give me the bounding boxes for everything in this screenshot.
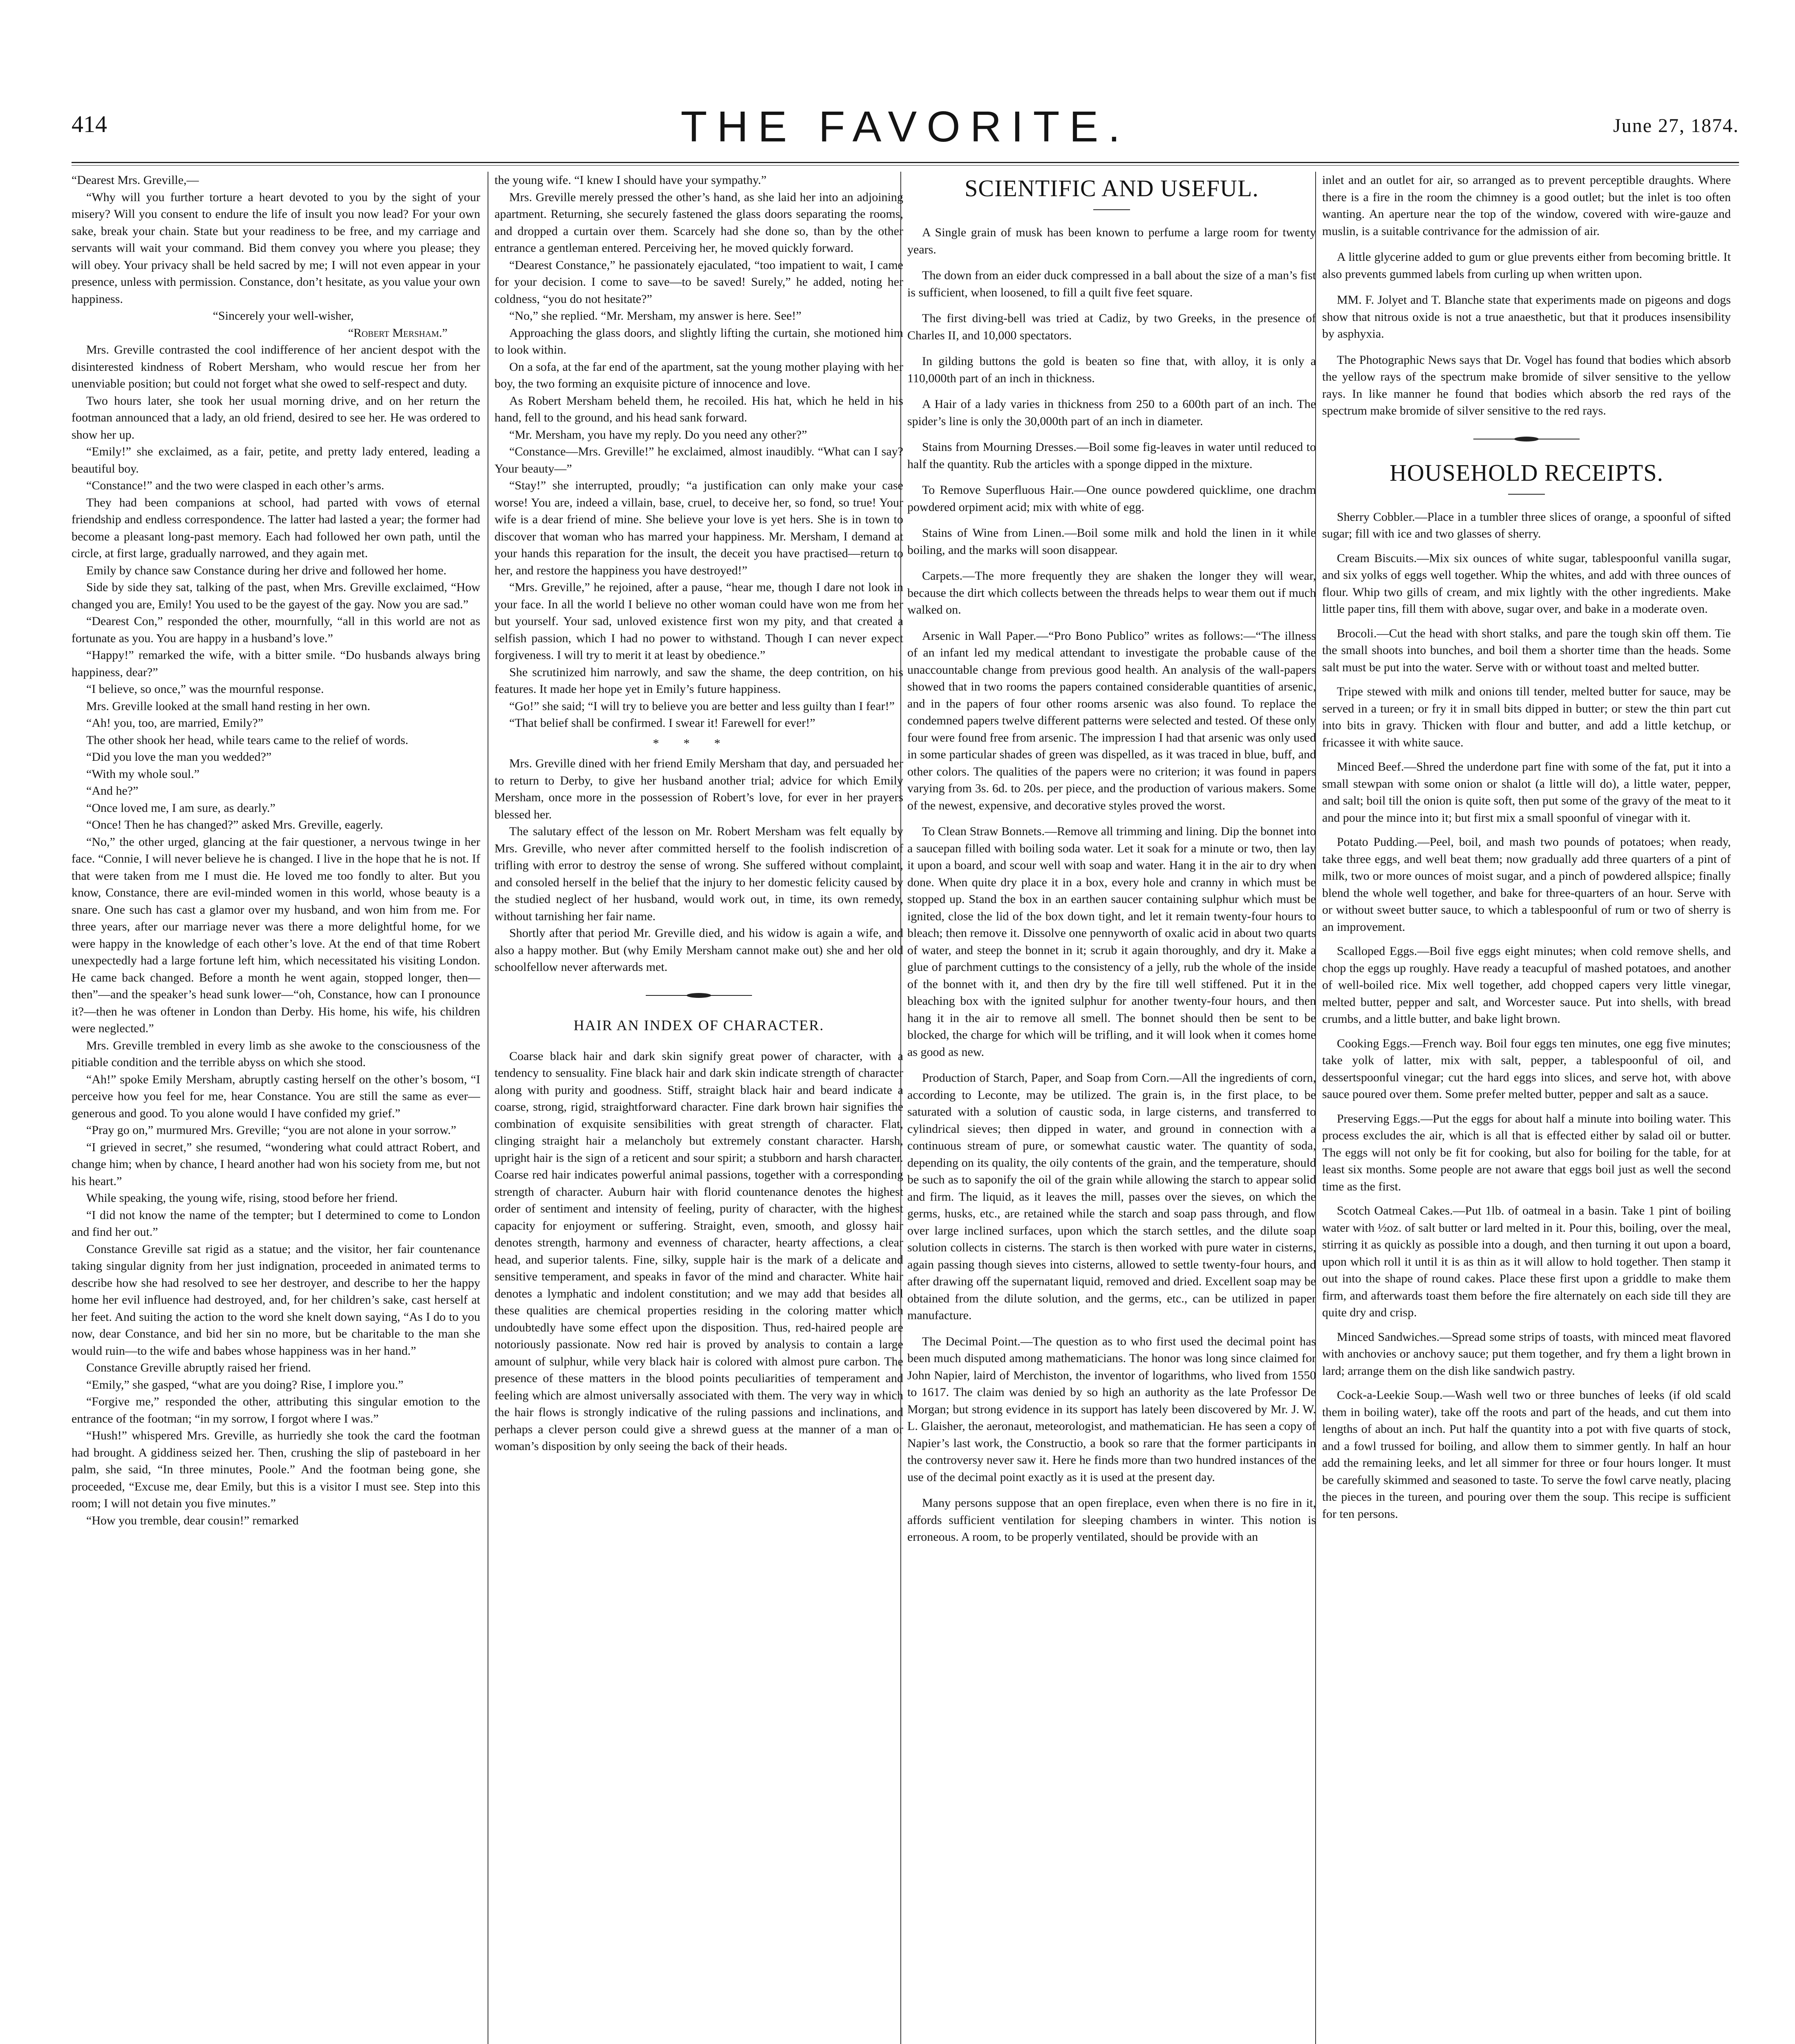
story-paragraph: “Constance—Mrs. Greville!” he exclaimed, almost inaudibly. “What can I say? Your beauty—” xyxy=(495,445,903,475)
science-item: The Photographic News says that Dr. Vogel has found that bodies which absorb the yellow rays of the spectrum make bromide of silver sensitive to the yellow rays. In like manner he found that bodies which absorb the red rays of the spectrum make bromide of silver sensitive to the red rays. xyxy=(1322,353,1731,417)
hair-article-paragraph: Coarse black hair and dark skin signify great power of character, with a tendency to sensuality. Fine black hair and dark skin indicate strength of character along with purity and goodness. Stiff, straight black hair and beard indicate a coarse, strong, rigid, straightforward character. Fine dark brown hair signifies the combination of exquisite sensibilities with great strength of character. Flat, clinging straight hair a melancholy but extremely constant character. Harsh, upright hair is the sign of a reticent and sour spirit; a stubborn and harsh character. Coarse red hair indicates powerful animal passions, together with a corresponding strength of character. Auburn hair with florid countenance denotes the highest order of sentiment and intensity of feeling, purity of character, with the highest capacity for enjoyment or suffering. Straight, even, smooth, and glossy hair denotes strength, harmony and evenness of character, hearty affections, a clear head, and superior talents. Fine, silky, supple hair is the mark of a delicate and sensitive temperament, and speaks in favor of the mind and character. White hair denotes a lymphatic and indolent constitution; and we may add that besides all these qualities are chemical properties residing in the coloring matter which undoubtedly have some effect upon the disposition. Thus, red-haired people are notoriously passionate. Now red hair is proved by analysis to contain a large amount of sulphur, while very black hair is colored with almost pure carbon. The presence of these matters in the blood points peculiarities of temperament and feeling which are almost universally associated with them. The very way in which the hair flows is strongly indicative of the ruling passions and inclinations, and perhaps a clever person could give a shrewd guess at the manner of a man or woman’s disposition by only seeing the back of their heads. xyxy=(495,1049,903,1453)
recipe-item: Minced Beef.—Shred the underdone part fine with some of the fat, put it into a small stewpan with some onion or shalot (a little will do), a little water, pepper, and salt; boil till the onion is quite soft, then put some of the gravy of the meat to it and pour the mince into it; but first mix a small spoonful of vinegar with it. xyxy=(1322,760,1731,825)
story-paragraph: “Happy!” remarked the wife, with a bitter smile. “Do husbands always bring happiness, dear?” xyxy=(72,648,480,679)
story-paragraph: They had been companions at school, had parted with vows of eternal friendship and endless correspondence. The latter had lasted a year; the former had become a pleasant long-past memory. Each had followed her own path, until the circle, at first large, gradually narrowed, and they again met. xyxy=(72,495,480,560)
recipe-item: Potato Pudding.—Peel, boil, and mash two pounds of potatoes; when ready, take three eggs, and well beat them; now gradually add three quarters of a pint of milk, two or more ounces of moist sugar, and a pinch of powdered allspice; finally blend the whole well together, and bake for three-quarters of an hour. Serve with or without sweet butter sauce, to which a tablespoonful of rum or two of sherry is an improvement. xyxy=(1322,835,1731,934)
science-item: Production of Starch, Paper, and Soap from Corn.—All the ingredients of corn, according to Leconte, may be utilized. The grain is, in the first place, to be saturated with a solution of caustic soda, in large cisterns, and transferred to cylindrical sieves; then dipped in water, and ground in connection with a continuous stream of pure, or somewhat caustic water. The quantity of soda, depending on its quality, the oily contents of the grain, and the temperature, should be such as to saponify the oil of the grain while allowing the starch to appear solid and firm. The liquid, as it leaves the mill, passes over the sieves, on which the germs, husks, etc., are retained while the starch and soap pass through, and flow over large inclined surfaces, upon which the starch settles, and the dilute soap solution collects in cisterns. The starch is then worked with pure water in cisterns, again passing though sieves into cisterns, allowed to settle twenty-four hours, and after drawing off the supernatant liquid, removed and dried. Excellent soap may be obtained from the dilute solution, and the germs, etc., can be utilized in paper manufacture. xyxy=(907,1071,1316,1322)
recipe-item: Tripe stewed with milk and onions till tender, melted butter for sauce, may be served in a tureen; or fry it in small bits dipped in butter; or stew the thin part cut into bits in gravy. Thicken with flour and butter, and add a little ketchup, or fricassee it with white sauce. xyxy=(1322,685,1731,749)
story-paragraph: “Go!” she said; “I will try to believe you are better and less guilty than I fear!” xyxy=(509,699,895,713)
story-paragraph: “Mr. Mersham, you have my reply. Do you need any other?” xyxy=(509,428,807,442)
ornament-divider xyxy=(1473,435,1580,443)
letter-closing: “Sincerely your well-wisher, xyxy=(213,309,354,323)
recipe-item: Cream Biscuits.—Mix six ounces of white sugar, tablespoonful vanilla sugar, and six yolks of eggs well together. Whip the whites, and add with three ounces of flour. Whip two gills of cream, and mix lightly with the other ingredients. Make little paper tins, fill them with above, sugar over, and bake in a moderate oven. xyxy=(1322,551,1731,616)
heading-rule xyxy=(1093,209,1130,210)
page-header xyxy=(72,102,1739,155)
story-paragraph: “I believe, so once,” was the mournful response. xyxy=(86,682,324,696)
story-paragraph: As Robert Mersham beheld them, he recoiled. His hat, which he held in his hand, fell to the ground, and his head sank forward. xyxy=(495,394,903,424)
story-paragraph: Mrs. Greville contrasted the cool indifference of her ancient despot with the disinterested kindness of Robert Mersham, who would rescue her from her unenviable position; but could not forget what she owed to self-respect and duty. xyxy=(72,343,480,390)
household-section-heading: HOUSEHOLD RECEIPTS. xyxy=(1390,459,1663,486)
science-item: inlet and an outlet for air, so arranged as to prevent perceptible draughts. Where there is a fire in the room the chimney is a good outlet; but the inlet is too often wanting. An aperture near the top of the window, covered with wire-gauze and muslin, is a suitable contrivance for the admission of air. xyxy=(1322,173,1731,238)
story-paragraph: “Constance!” and the two were clasped in each other’s arms. xyxy=(86,479,385,492)
story-paragraph: “Pray go on,” murmured Mrs. Greville; “you are not alone in your sorrow.” xyxy=(86,1123,457,1137)
hair-section-heading: HAIR AN INDEX OF CHARACTER. xyxy=(573,1017,824,1033)
scientific-section-heading: SCIENTIFIC AND USEFUL. xyxy=(965,175,1259,202)
story-paragraph: “Hush!” whispered Mrs. Greville, as hurriedly she took the card the footman had brought. A giddiness seized her. Then, crushing the slip of pasteboard in her palm, she said, “In three minutes, Poole.” And the footman being gone, she proceeded, “Excuse me, dear Emily, but this is a visitor I must see. Step into this room; I will not detain you five minutes.” xyxy=(72,1429,480,1510)
science-item: A little glycerine added to gum or glue prevents either from becoming brittle. It also prevents gummed labels from curling up when written upon. xyxy=(1322,250,1731,281)
story-paragraph: While speaking, the young wife, rising, stood before her friend. xyxy=(86,1191,398,1205)
story-paragraph: Constance Greville sat rigid as a statue; and the visitor, her fair countenance taking singular dignity from her just indignation, proceeded in animated terms to describe how she had resolved to see her destroyer, and describe to her the happy home her evil influence had destroyed, and, for her children’s sake, cast herself at her feet. And suiting the action to the word she knelt down saying, “As I do to you now, dear Constance, and bid her sin no more, but be charitable to the man she would ruin—to the wife and babes whose happiness was in her hand.” xyxy=(72,1242,480,1358)
science-item: The first diving-bell was tried at Cadiz, by two Greeks, in the presence of Charles II, and 10,000 spectators. xyxy=(907,312,1316,342)
story-paragraph: “No,” the other urged, glancing at the fair questioner, a nervous twinge in her face. “Connie, I will never believe he is changed. I live in the hope that he is not. If that were taken from me I must die. He loved me too fondly to alter. But you know, Constance, there are evil-minded women in this world, whose beauty is a snare. One such has cast a glamor over my husband, and won him from me. For three years, after our marriage never was there a more delightful home, for we were happy in the knowledge of each other’s love. At the end of that time Robert unexpectedly had a large fortune left him, which necessitated his visiting London. He came back changed. Before a month he went again, stopped longer, then—then”—and the speaker’s head sunk lower—“oh, Constance, how can I pronounce it?—then he was oftener in London than Derby. His home, his wife, his children were neglected.” xyxy=(72,835,480,1035)
science-item: The down from an eider duck compressed in a ball about the size of a man’s fist is sufficient, when loosened, to fill a quilt five feet square. xyxy=(907,269,1316,299)
story-paragraph: “Ah!” spoke Emily Mersham, abruptly casting herself on the other’s bosom, “I perceive how you feel for me, hear Constance. You are still the same as ever—generous and good. To you alone would I have confided my grief.” xyxy=(72,1072,480,1120)
story-paragraph: Shortly after that period Mr. Greville died, and his widow is again a wife, and also a happy mother. But (why Emily Mersham cannot make out) she and her old schoolfellow never afterwards met. xyxy=(495,926,903,974)
science-item: Arsenic in Wall Paper.—“Pro Bono Publico” writes as follows:—“The illness of an infant led my medical attendant to investigate the probable cause of the unaccountable change from previous good health. An analysis of the wall-papers showed that in two rooms the papers contained considerable quantities of arsenic, and in the papers of four other rooms arsenic was also found. To replace the condemned papers twelve different patterns were selected and tested. Of these only four were found free from arsenic. The impression I had that arsenic was only used in some particular shades of green was dispelled, as it was traced in blue, buff, and other colors. The qualities of the papers were no criterion; it was found in papers varying from 3s. 6d. to 20s. per piece, and the production of various makers. Some of the newest, expensive, and decorative styles proved the worst. xyxy=(907,629,1316,812)
recipe-item: Minced Sandwiches.—Spread some strips of toasts, with minced meat flavored with anchovies or anchovy sauce; put them together, and fry them a light brown in lard; arrange them on the dish like sandwich pastry. xyxy=(1322,1330,1731,1378)
story-paragraph: “I grieved in secret,” she resumed, “wondering what could attract Robert, and change him; when by chance, I heard another had won his society from me, but not his heart.” xyxy=(72,1140,480,1188)
story-paragraph: “Emily,” she gasped, “what are you doing? Rise, I implore you.” xyxy=(86,1378,404,1392)
story-paragraph: “Once loved me, I am sure, as dearly.” xyxy=(86,801,275,815)
story-paragraph: “Dearest Con,” responded the other, mournfully, “all in this world are not as fortunate as you. You are happy in a husband’s love.” xyxy=(72,614,480,645)
recipe-item: Sherry Cobbler.—Place in a tumbler three slices of orange, a spoonful of sifted sugar; fill with ice and two glasses of sherry. xyxy=(1322,510,1731,540)
column-2-story xyxy=(495,172,903,2044)
story-paragraph: “Dearest Constance,” he passionately ejaculated, “too impatient to wait, I came for your decision. I come to save—to be saved! Surely,” he added, noting her coldness, “you do not hesitate?” xyxy=(495,258,903,306)
story-paragraph: Approaching the glass doors, and slightly lifting the curtain, she motioned him to look within. xyxy=(495,326,903,356)
recipe-item: Scalloped Eggs.—Boil five eggs eight minutes; when cold remove shells, and chop the eggs up roughly. Have ready a teacupful of mashed potatoes, and another of well-boiled rice. Mix well together, add chopped capers very little vinegar, melted butter, pepper and salt, and Worcester sauce. Put into shells, with bread crumbs, and a little butter, and bake light brown. xyxy=(1322,944,1731,1026)
science-item: Stains of Wine from Linen.—Boil some milk and hold the linen in it while boiling, and the marks will soon disappear. xyxy=(907,526,1316,557)
story-paragraph: “That belief shall be confirmed. I swear it! Farewell for ever!” xyxy=(509,716,815,730)
story-paragraph: “With my whole soul.” xyxy=(86,767,200,781)
story-paragraph: “Forgive me,” responded the other, attributing this singular emotion to the entrance of the footman; “in my sorrow, I forgot where I was.” xyxy=(72,1395,480,1425)
column-4-household xyxy=(1322,172,1731,2044)
page-number: 414 xyxy=(72,111,107,137)
story-paragraph: “I did not know the name of the tempter; but I determined to come to London and find her out.” xyxy=(72,1208,480,1239)
recipe-item: Scotch Oatmeal Cakes.—Put 1lb. of oatmeal in a basin. Take 1 pint of boiling water with ½oz. of salt butter or lard melted in it. Pour this, boiling, over the meal, stirring it as quickly as possible into a dough, and then turning it out upon a board, upon which roll it until it is as thin as it will allow to hold together. Then stamp it out into the shape of round cakes. Place these first upon a griddle to make them firm, and afterwards toast them before the fire alternately on each side till they are quite dry and crisp. xyxy=(1322,1204,1731,1319)
story-paragraph: “Did you love the man you wedded?” xyxy=(86,750,272,764)
science-item: To Clean Straw Bonnets.—Remove all trimming and lining. Dip the bonnet into a saucepan filled with boiling soda water. Let it soak for a minute or two, then lay it upon a board, and scour well with soap and water. Hang it in the air to dry when done. When quite dry place it in a box, every hole and cranny in which must be stopped up. Stand the box in an earthen saucer containing sulphur which must be ignited, close the lid of the box down tight, and let it remain twenty-four hours to bleach; then remove it. Dissolve one pennyworth of oxalic acid in about two quarts of water, and steep the bonnet in it; scrub it again thoroughly, and dry it. Make a glue of parchment cuttings to the consistency of a jelly, rub the whole of the inside of the bonnet with it, and then dry by the fire till well stiffened. Put it in the bleaching box with the ignited sulphur for another twenty-four hours, and then hang it in the air to remove all smell. The bonnet should then be sent to be blocked, the charge for which will be trifling, and it will look when it comes home as good as new. xyxy=(907,825,1316,1059)
story-paragraph: Constance Greville abruptly raised her friend. xyxy=(86,1361,311,1374)
story-paragraph: “And he?” xyxy=(86,784,139,798)
letter-salutation: “Dearest Mrs. Greville,— xyxy=(72,173,199,187)
story-paragraph: She scrutinized him narrowly, and saw the shame, the deep contrition, on his features. It made her hope yet in Emily’s future happiness. xyxy=(495,665,903,696)
science-item: To Remove Superfluous Hair.—One ounce powdered quicklime, one drachm powdered orpiment acid; mix with white of egg. xyxy=(907,483,1316,514)
science-item: A Single grain of musk has been known to perfume a large room for twenty years. xyxy=(907,226,1316,256)
science-item: Stains from Mourning Dresses.—Boil some fig-leaves in water until reduced to half the quantity. Rub the articles with a sponge dipped in the mixture. xyxy=(907,440,1316,471)
story-paragraph: The salutary effect of the lesson on Mr. Robert Mersham was felt equally by Mrs. Greville, who never after committed herself to the foolish indiscretion of trifling with error to destroy the sense of wrong. She suffered without complaint, and consoled herself in the belief that the injury to her domestic felicity caused by the studied neglect of her husband, would work out, in time, its own remedy, without tarnishing her fair name. xyxy=(495,825,903,923)
letter-signature: “Robert Mersham.” xyxy=(348,326,448,340)
story-paragraph: Emily by chance saw Constance during her drive and followed her home. xyxy=(86,563,447,577)
ornament-divider xyxy=(646,991,752,1000)
science-item: Carpets.—The more frequently they are shaken the longer they will wear, because the dirt which collects between the threads helps to wear them out if much walked on. xyxy=(907,569,1316,616)
heading-rule xyxy=(1508,494,1545,495)
science-item: The Decimal Point.—The question as to who first used the decimal point has been much disputed among mathematicians. The honor was long since claimed for John Napier, laird of Merchiston, the inventor of logarithms, who lived from 1550 to 1617. The claim was denied by so high an authority as the late Professor De Morgan; but strong evidence in its support has lately been discovered by Mr. J. W. L. Glaisher, the aeronaut, meteorologist, and mathematician. He has seen a copy of Napier’s last work, the Constructio, a book so rare that the former participants in the controversy never saw it. Here he finds more than two hundred instances of the use of the decimal point exactly as it is used at the present day. xyxy=(907,1334,1316,1484)
story-paragraph: “Once! Then he has changed?” asked Mrs. Greville, eagerly. xyxy=(86,818,383,831)
section-break-stars: *** xyxy=(653,736,745,750)
story-paragraph: Mrs. Greville merely pressed the other’s hand, as she laid her into an adjoining apartment. Returning, she securely fastened the glass doors separating the rooms, and dropped a curtain over them. Scarcely had she done so, than by the other entrance a gentleman entered. Perceiving her, he moved quickly forward. xyxy=(495,190,903,255)
science-item: A Hair of a lady varies in thickness from 250 to a 600th part of an inch. The spider’s line is only the 30,000th part of an inch in diameter. xyxy=(907,397,1316,428)
science-item: Many persons suppose that an open fireplace, even when there is no fire in it, affords sufficient ventilation for sleeping chambers in winter. This notion is erroneous. A room, to be properly ventilated, should be provide with an xyxy=(907,1496,1316,1544)
recipe-item: Cock-a-Leekie Soup.—Wash well two or three bunches of leeks (if old scald them in boiling water), take off the roots and part of the heads, and cut them into lengths of about an inch. Put half the quantity into a pot with five quarts of stock, and a fowl trussed for boiling, and allow them to simmer gently. In half an hour add the remaining leeks, and let all simmer for three or four hours longer. It must be carefully skimmed and seasoned to taste. To serve the fowl carve neatly, placing the pieces in the tureen, and pouring over them the soup. This recipe is sufficient for ten persons. xyxy=(1322,1388,1731,1521)
story-paragraph: “Mrs. Greville,” he rejoined, after a pause, “hear me, though I dare not look in your face. In all the world I believe no other woman could have won me from her but yourself. Your sad, unloved existence first won my pity, and that created a selfish passion, which I had no power to withstand. Though I can never expect forgiveness. I will try to merit it at least by obedience.” xyxy=(495,580,903,662)
story-paragraph: “Why will you further torture a heart devoted to you by the sight of your misery? Will you consent to endure the life of insult you now lead? For your own sake, break your chain. State but your readiness to be free, and my carriage and servants will wait your command. Bid them convey you where you please; they will obey. Your privacy shall be held sacred by me; I will not even appear in your presence, unless with permission. Constance, don’t hesitate, as you value your own happiness. xyxy=(72,190,480,306)
story-paragraph: Side by side they sat, talking of the past, when Mrs. Greville exclaimed, “How changed you are, Emily! You used to be the gayest of the gay. Now you are sad.” xyxy=(72,580,480,611)
story-paragraph: Mrs. Greville trembled in every limb as she awoke to the consciousness of the pitiable condition and the terrible abyss on which she stood. xyxy=(72,1038,480,1069)
story-paragraph: Two hours later, she took her usual morning drive, and on her return the footman announced that a lady, an old friend, desired to see her. He was ordered to show her up. xyxy=(72,394,480,442)
story-paragraph: the young wife. “I knew I should have your sympathy.” xyxy=(495,173,767,187)
story-paragraph: “How you tremble, dear cousin!” remarked xyxy=(86,1513,299,1527)
recipe-item: Brocoli.—Cut the head with short stalks, and pare the tough skin off them. Tie the small shoots into bunches, and boil them a shorter time than the heads. Some salt must be put into the water. Serve with or without toast and melted butter. xyxy=(1322,626,1731,674)
column-3-scientific xyxy=(907,172,1316,2044)
column-1-story xyxy=(72,172,480,2044)
header-rule xyxy=(72,162,1739,166)
story-paragraph: “No,” she replied. “Mr. Mersham, my answer is here. See!” xyxy=(509,309,801,323)
masthead-title: THE FAVORITE. xyxy=(680,103,1130,151)
story-paragraph: On a sofa, at the far end of the apartment, sat the young mother playing with her boy, the two forming an exquisite picture of innocence and love. xyxy=(495,360,903,390)
story-paragraph: Mrs. Greville dined with her friend Emily Mersham that day, and persuaded her to return to Derby, to give her husband another trial; advice for which Emily Mersham, once more in the possession of Robert’s love, for ever in her prayers blessed her. xyxy=(495,757,903,821)
story-paragraph: “Ah! you, too, are married, Emily?” xyxy=(86,716,264,730)
story-paragraph: The other shook her head, while tears came to the relief of words. xyxy=(86,733,409,747)
story-paragraph: “Stay!” she interrupted, proudly; “a justification can only make your case worse! You are, indeed a villain, base, cruel, to deceive her, so fond, so true! Your wife is a dear friend of mine. She believe your love is yet hers. She is in town to discover that woman who has marred your happiness. Mr. Mersham, I demand at your hands this reparation for the insult, the deceit you have practised—return to her, and restore the happiness you have destroyed!” xyxy=(495,479,903,577)
story-paragraph: Mrs. Greville looked at the small hand resting in her own. xyxy=(86,699,370,713)
recipe-item: Cooking Eggs.—French way. Boil four eggs ten minutes, one egg five minutes; take yolk of latter, mix with salt, pepper, a tablespoonful of oil, and dessertspoonful vinegar; cut the hard eggs into slices, and serve hot, with above sauce poured over them. Some prefer melted butter, pepper and salt as a sauce. xyxy=(1322,1036,1731,1101)
science-item: MM. F. Jolyet and T. Blanche state that experiments made on pigeons and dogs show that nitrous oxide is not a true anaesthetic, but that it produces insensibility by asphyxia. xyxy=(1322,293,1731,341)
story-paragraph: “Emily!” she exclaimed, as a fair, petite, and pretty lady entered, leading a beautiful boy. xyxy=(72,445,480,475)
science-item: In gilding buttons the gold is beaten so fine that, with alloy, it is only a 110,000th part of an inch in thickness. xyxy=(907,354,1316,385)
recipe-item: Preserving Eggs.—Put the eggs for about half a minute into boiling water. This process excludes the air, which is all that is effected either by salad oil or butter. The eggs will not only be fit for cooking, but also for boiling for the table, for at least six months. Some people are not aware that eggs boil just as well the second time as the first. xyxy=(1322,1112,1731,1193)
issue-date: June 27, 1874. xyxy=(1613,115,1739,137)
